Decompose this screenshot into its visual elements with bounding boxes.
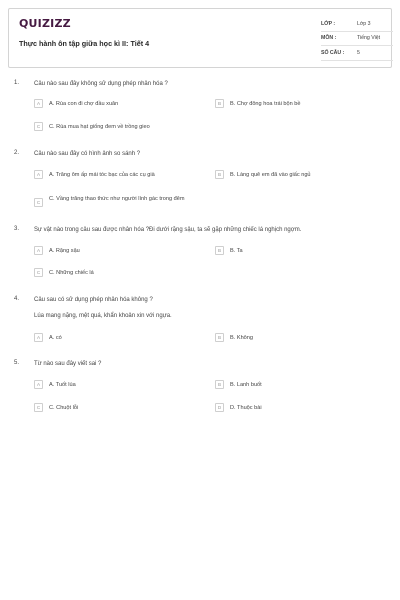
- worksheet-header: [8, 8, 392, 68]
- option-c[interactable]: [34, 269, 199, 277]
- meta-row-subject: [321, 32, 393, 47]
- option-letter-box: A: [34, 380, 43, 389]
- option-b[interactable]: [215, 100, 380, 108]
- meta-table: [321, 17, 393, 61]
- option-c[interactable]: [34, 195, 209, 207]
- question-number: 1.: [14, 80, 20, 86]
- option-text: C. Chuột lỗi: [49, 405, 79, 411]
- question-number: 3.: [14, 226, 20, 232]
- question-text: Câu sau có sử dụng phép nhân hóa không ?: [34, 297, 153, 303]
- option-text: C. Vầng trăng thao thức như người lính gác trong đêm: [49, 196, 185, 202]
- option-letter-box: B: [215, 380, 224, 389]
- option-text: A. Tuốt lúa: [49, 382, 76, 388]
- question-subtext: Lúa mang nặng, mệt quá, khẩn khoản xin với ngựa.: [34, 313, 172, 319]
- option-text: B. Ta: [230, 248, 243, 254]
- meta-value: Tiếng Việt: [357, 35, 381, 42]
- question-text: Từ nào sau đây viết sai ?: [34, 361, 102, 367]
- option-c[interactable]: [34, 123, 219, 131]
- option-text: B. Chợ đông hoa trái bộn bề: [230, 101, 301, 107]
- option-text: B. Làng quê em đã vào giấc ngủ: [230, 172, 311, 178]
- question-text: Sự vật nào trong câu sau được nhân hóa ?Đi dưới rặng sậu, ta sẽ gặp những chiếc lá nghịch ngợm.: [34, 227, 302, 233]
- option-text: C. Những chiếc lá: [49, 270, 94, 276]
- option-a[interactable]: [34, 247, 199, 255]
- option-text: A. Rùa con đi chợ đầu xuân: [49, 101, 119, 107]
- option-letter-box: B: [215, 99, 224, 108]
- meta-row-class: [321, 17, 393, 32]
- option-b[interactable]: [215, 171, 380, 179]
- option-letter-box: C: [34, 198, 43, 207]
- meta-key: SỐ CÂU :: [321, 49, 345, 56]
- option-text: B. Lanh buốt: [230, 382, 262, 388]
- option-text: C. Rùa mua hạt giống đem về trồng gieo: [49, 124, 150, 130]
- option-a[interactable]: [34, 334, 199, 342]
- meta-value: Lớp 3: [357, 20, 371, 27]
- option-text: A. có: [49, 335, 62, 341]
- option-text: A. Rặng sậu: [49, 248, 80, 254]
- option-letter-box: A: [34, 170, 43, 179]
- option-letter-box: C: [34, 122, 43, 131]
- option-letter-box: A: [34, 333, 43, 342]
- option-d[interactable]: [215, 404, 380, 412]
- option-letter-box: A: [34, 246, 43, 255]
- option-letter-box: B: [215, 170, 224, 179]
- option-b[interactable]: [215, 334, 380, 342]
- question-number: 5.: [14, 360, 20, 366]
- worksheet-title: Thực hành ôn tập giữa học kì II: Tiết 4: [19, 39, 150, 48]
- meta-row-count: [321, 46, 393, 61]
- question-number: 2.: [14, 150, 20, 156]
- meta-value: 5: [357, 49, 360, 56]
- option-b[interactable]: [215, 247, 380, 255]
- question-text: Câu nào sau đây không sử dụng phép nhân hóa ?: [34, 81, 168, 87]
- option-text: D. Thuộc bài: [230, 405, 262, 411]
- option-text: B. Không: [230, 335, 254, 341]
- option-c[interactable]: [34, 404, 199, 412]
- option-letter-box: C: [34, 403, 43, 412]
- option-a[interactable]: [34, 171, 199, 179]
- option-b[interactable]: [215, 381, 380, 389]
- meta-key: MÔN :: [321, 35, 337, 42]
- option-letter-box: C: [34, 268, 43, 277]
- option-letter-box: B: [215, 246, 224, 255]
- option-letter-box: A: [34, 99, 43, 108]
- meta-key: LỚP :: [321, 20, 336, 27]
- option-a[interactable]: [34, 381, 199, 389]
- option-a[interactable]: [34, 100, 199, 108]
- option-text: A. Trăng ôm ấp mái tóc bạc của các cụ già: [49, 172, 155, 178]
- question-text: Câu nào sau đây có hình ảnh so sánh ?: [34, 151, 141, 157]
- quizizz-logo: QUIZIZZ: [19, 17, 71, 30]
- question-number: 4.: [14, 296, 20, 302]
- option-letter-box: B: [215, 333, 224, 342]
- option-letter-box: D: [215, 403, 224, 412]
